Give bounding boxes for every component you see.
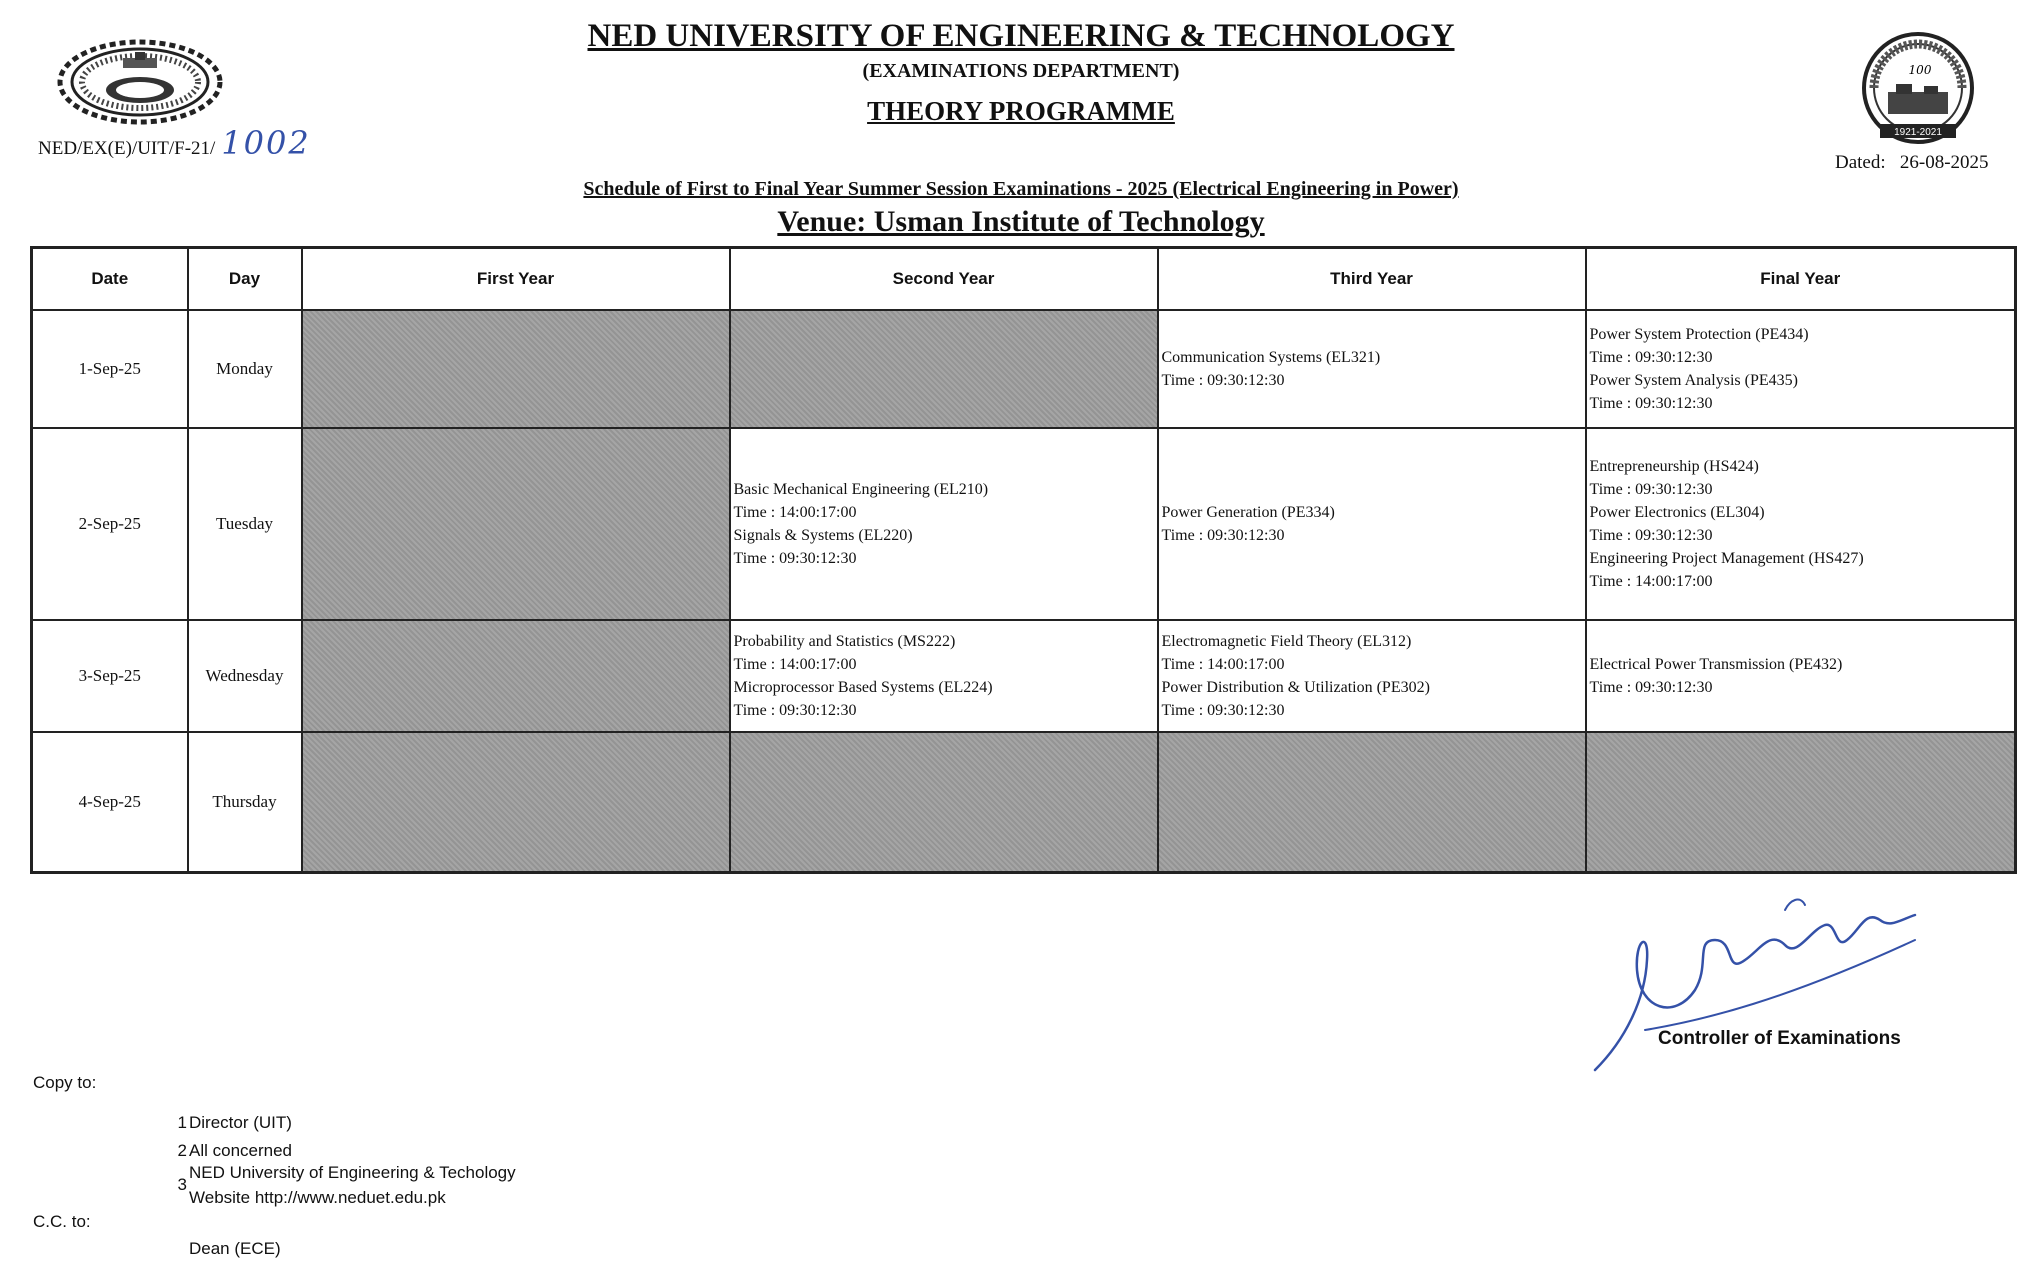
date-cell: 3-Sep-25: [32, 620, 188, 732]
empty-slot-second-year: [730, 310, 1158, 428]
empty-slot-final-year: [1586, 732, 2016, 872]
exam-time: Time : 09:30:12:30: [1589, 527, 1713, 544]
table-row: [32, 310, 2016, 428]
slot-second-year: [730, 620, 1158, 732]
exam-time: Time : 09:30:12:30: [1589, 349, 1713, 366]
centenary-logo: [1838, 30, 1998, 150]
empty-slot-first-year: [302, 428, 730, 620]
list-item-text: All concerned: [189, 1141, 293, 1160]
exam-course: Signals & Systems (EL220): [733, 527, 913, 544]
exam-course: Power Electronics (EL304): [1589, 504, 1765, 521]
date-cell: 1-Sep-25: [32, 310, 188, 428]
day-cell: Tuesday: [188, 428, 302, 620]
list-item-text: Director (UIT): [189, 1113, 292, 1132]
cc-to-label: C.C. to:: [33, 1212, 91, 1231]
exam-time: Time : 14:00:17:00: [1589, 573, 1713, 590]
exam-course: Microprocessor Based Systems (EL224): [733, 679, 993, 696]
schedule-title: Schedule of First to Final Year Summer Session Examinations - 2025 (Electrical Engineering in Power): [583, 178, 1459, 200]
column-header-third-year: Third Year: [1158, 248, 1586, 311]
reference-handwritten-number: 1002: [221, 124, 311, 162]
table-row: [32, 428, 2016, 620]
day-cell: Thursday: [188, 732, 302, 872]
exam-course: Power Generation (PE334): [1161, 504, 1335, 521]
column-header-second-year: Second Year: [730, 248, 1158, 311]
empty-slot-first-year: [302, 310, 730, 428]
empty-slot-second-year: [730, 732, 1158, 872]
exam-time: Time : 09:30:12:30: [1589, 395, 1713, 412]
day-cell: Monday: [188, 310, 302, 428]
dated-label: Dated:: [1835, 152, 1886, 173]
exam-course: Engineering Project Management (HS427): [1589, 550, 1864, 567]
list-item-text: Website http://www.neduet.edu.pk: [189, 1188, 446, 1207]
reference-number: [38, 124, 311, 162]
column-header-day: Day: [188, 248, 302, 311]
copy-to-label: Copy to:: [33, 1073, 97, 1092]
centenary-number: 100: [1908, 63, 1932, 77]
programme-title: THEORY PROGRAMME: [867, 96, 1175, 126]
slot-final-year: [1586, 620, 2016, 732]
exam-time: Time : 14:00:17:00: [733, 656, 857, 673]
exam-time: Time : 09:30:12:30: [1161, 527, 1285, 544]
exam-course: Power Distribution & Utilization (PE302): [1161, 679, 1430, 696]
list-item-number: 2: [177, 1141, 187, 1160]
list-item: Dean (ECE): [189, 1239, 281, 1258]
slot-second-year: [730, 428, 1158, 620]
exam-course: Electrical Power Transmission (PE432): [1589, 656, 1843, 673]
empty-slot-third-year: [1158, 732, 1586, 872]
exam-course: Probability and Statistics (MS222): [733, 633, 956, 650]
exam-time: Time : 09:30:12:30: [1589, 481, 1713, 498]
exam-time: Time : 09:30:12:30: [1161, 372, 1285, 389]
department-name: (EXAMINATIONS DEPARTMENT): [862, 60, 1180, 82]
exam-schedule-table: [30, 246, 2017, 874]
exam-course: Power System Protection (PE434): [1589, 326, 1809, 343]
column-header-first-year: First Year: [302, 248, 730, 311]
venue: Venue: Usman Institute of Technology: [777, 205, 1265, 238]
list-item-text: NED University of Engineering & Techology: [189, 1163, 516, 1182]
empty-slot-first-year: [302, 732, 730, 872]
dated: [1835, 152, 1989, 174]
exam-time: Time : 09:30:12:30: [1589, 679, 1713, 696]
column-header-date: Date: [32, 248, 188, 311]
exam-course: Power System Analysis (PE435): [1589, 372, 1798, 389]
centenary-years: 1921-2021: [1894, 127, 1942, 138]
empty-slot-first-year: [302, 620, 730, 732]
column-header-final-year: Final Year: [1586, 248, 2016, 311]
signature: [1585, 880, 1925, 1080]
signatory-title: Controller of Examinations: [1658, 1028, 1901, 1049]
slot-final-year: [1586, 428, 2016, 620]
day-cell: Wednesday: [188, 620, 302, 732]
exam-course: Basic Mechanical Engineering (EL210): [733, 481, 989, 498]
exam-course: Communication Systems (EL321): [1161, 349, 1381, 366]
slot-third-year: [1158, 428, 1586, 620]
slot-third-year: [1158, 310, 1586, 428]
exam-time: Time : 09:30:12:30: [1161, 702, 1285, 719]
table-row: [32, 620, 2016, 732]
slot-third-year: [1158, 620, 1586, 732]
dated-value: 26-08-2025: [1899, 152, 1989, 173]
exam-course: Electromagnetic Field Theory (EL312): [1161, 633, 1412, 650]
table-row: [32, 732, 2016, 872]
exam-time: Time : 09:30:12:30: [733, 702, 857, 719]
university-title: NED UNIVERSITY OF ENGINEERING & TECHNOLOGY: [587, 18, 1455, 54]
date-cell: 4-Sep-25: [32, 732, 188, 872]
list-item-number: 3: [177, 1175, 187, 1194]
exam-time: Time : 09:30:12:30: [733, 550, 857, 567]
reference-prefix: NED/EX(E)/UIT/F-21/: [38, 138, 216, 159]
table-header-row: [32, 248, 2016, 311]
exam-course: Entrepreneurship (HS424): [1589, 458, 1759, 475]
date-cell: 2-Sep-25: [32, 428, 188, 620]
list-item-number: 1: [177, 1113, 187, 1132]
exam-time: Time : 14:00:17:00: [1161, 656, 1285, 673]
exam-time: Time : 14:00:17:00: [733, 504, 857, 521]
slot-final-year: [1586, 310, 2016, 428]
